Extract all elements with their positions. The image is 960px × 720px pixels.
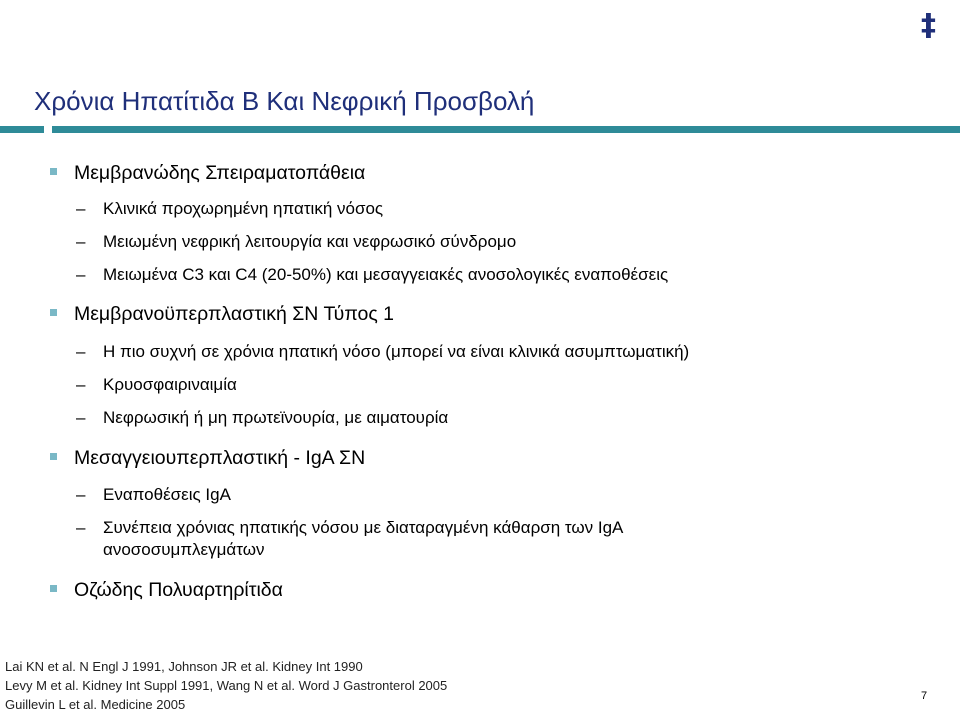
sub-bullet-3-2-continued-text: ανοσοσυμπλεγμάτων	[103, 540, 265, 559]
reference-line-1: Lai KN et al. N Engl J 1991, Johnson JR et al. Kidney Int 1990	[5, 659, 363, 674]
dash-icon: –	[76, 485, 86, 504]
references	[5, 657, 447, 714]
square-bullet-icon	[50, 309, 57, 316]
dash-icon: –	[76, 408, 86, 427]
square-bullet-icon	[50, 168, 57, 175]
reference-line-3: Guillevin L et al. Medicine 2005	[5, 697, 186, 712]
sub-bullet-2-3-text: Νεφρωσική ή μη πρωτεϊνουρία, με αιματουρία	[103, 408, 449, 427]
bullet-4-text: Οζώδης Πολυαρτηρίτιδα	[74, 579, 283, 601]
sub-bullet-2-1-text: Η πιο συχνή σε χρόνια ηπατική νόσο (μπορεί να είναι κλινικά ασυμπτωματική)	[103, 342, 690, 361]
page-number: 7	[921, 690, 928, 702]
dash-icon: –	[76, 232, 86, 251]
sub-bullet-1-3-text: Μειωμένα C3 και C4 (20-50%) και μεσαγγειακές ανοσολογικές εναποθέσεις	[103, 265, 669, 284]
sub-bullet-2-2-text: Κρυοσφαιριναιμία	[103, 375, 237, 394]
dash-icon: –	[76, 199, 86, 218]
double-dagger-icon: ‡	[921, 8, 936, 43]
sub-bullet-3-1-text: Εναποθέσεις IgA	[103, 485, 231, 504]
bullet-1-text: Μεμβρανώδης Σπειραματοπάθεια	[74, 162, 366, 184]
sub-bullet-1-2-text: Μειωμένη νεφρική λειτουργία και νεφρωσικό σύνδρομο	[103, 232, 517, 251]
square-bullet-icon	[50, 453, 57, 460]
sub-bullet-3-2-text: Συνέπεια χρόνιας ηπατικής νόσου με διαταραγμένη κάθαρση των IgA	[103, 518, 624, 537]
sub-bullet-1-1-text: Κλινικά προχωρημένη ηπατική νόσος	[103, 199, 384, 218]
square-bullet-icon	[50, 585, 57, 592]
bullet-3-text: Μεσαγγειουπερπλαστική - IgA ΣΝ	[74, 447, 366, 469]
dash-icon: –	[76, 375, 86, 394]
dash-icon: –	[76, 342, 86, 361]
slide-title: Χρόνια Ηπατίτιδα Β Και Νεφρική Προσβολή	[34, 86, 535, 116]
bullet-2-text: Μεμβρανοϋπερπλαστική ΣΝ Τύπος 1	[74, 303, 395, 325]
dash-icon: –	[76, 265, 86, 284]
reference-line-2: Levy M et al. Kidney Int Suppl 1991, Wang N et al. Word J Gastronterol 2005	[5, 678, 448, 693]
dash-icon: –	[76, 518, 86, 537]
